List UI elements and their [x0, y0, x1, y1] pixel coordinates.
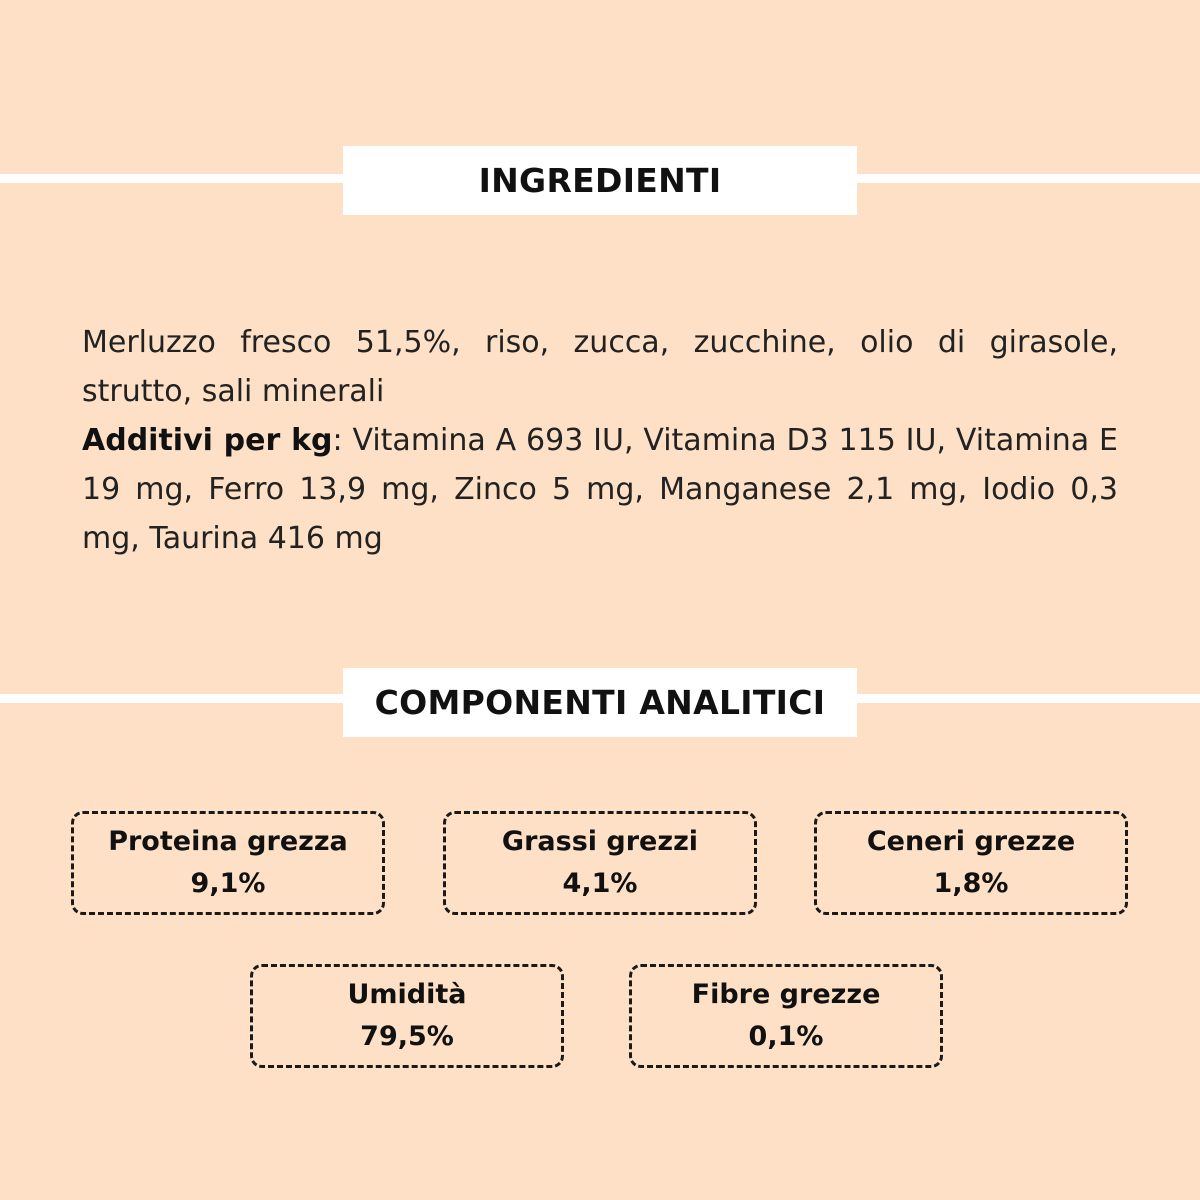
component-label: Ceneri grezze [866, 826, 1076, 857]
component-label: Grassi grezzi [501, 826, 699, 857]
ingredients-text [82, 318, 1118, 563]
component-card-ash [814, 811, 1128, 915]
component-label: Proteina grezza [108, 826, 348, 857]
component-label: Fibre grezze [691, 979, 881, 1010]
ingredients-main: Merluzzo fresco 51,5%, riso, zucca, zucchine, olio di girasole, strutto, sali minerali [82, 325, 1118, 409]
component-card-protein [71, 811, 385, 915]
component-card-fat [443, 811, 757, 915]
component-value: 0,1% [748, 1021, 824, 1052]
section-title-ingredients: INGREDIENTI [343, 146, 857, 215]
component-value: 4,1% [562, 868, 638, 899]
component-value: 79,5% [360, 1021, 454, 1052]
component-value: 9,1% [190, 868, 266, 899]
additives-label: Additivi per kg [82, 423, 333, 458]
ingredients-additives [82, 416, 1118, 563]
component-label: Umidità [347, 979, 467, 1010]
component-value: 1,8% [933, 868, 1009, 899]
additives-list: Vitamina A 693 IU, Vitamina D3 115 IU, Vitamina E 19 mg, Ferro 13,9 mg, Zinco 5 mg, Manganese 2,1 mg, Iodio 0,3 mg, Taurina 416 mg [82, 423, 1118, 556]
additives-separator: : [332, 423, 343, 458]
component-card-fiber [629, 964, 943, 1068]
component-card-moisture [250, 964, 564, 1068]
section-title-analytic-components: COMPONENTI ANALITICI [343, 668, 857, 737]
